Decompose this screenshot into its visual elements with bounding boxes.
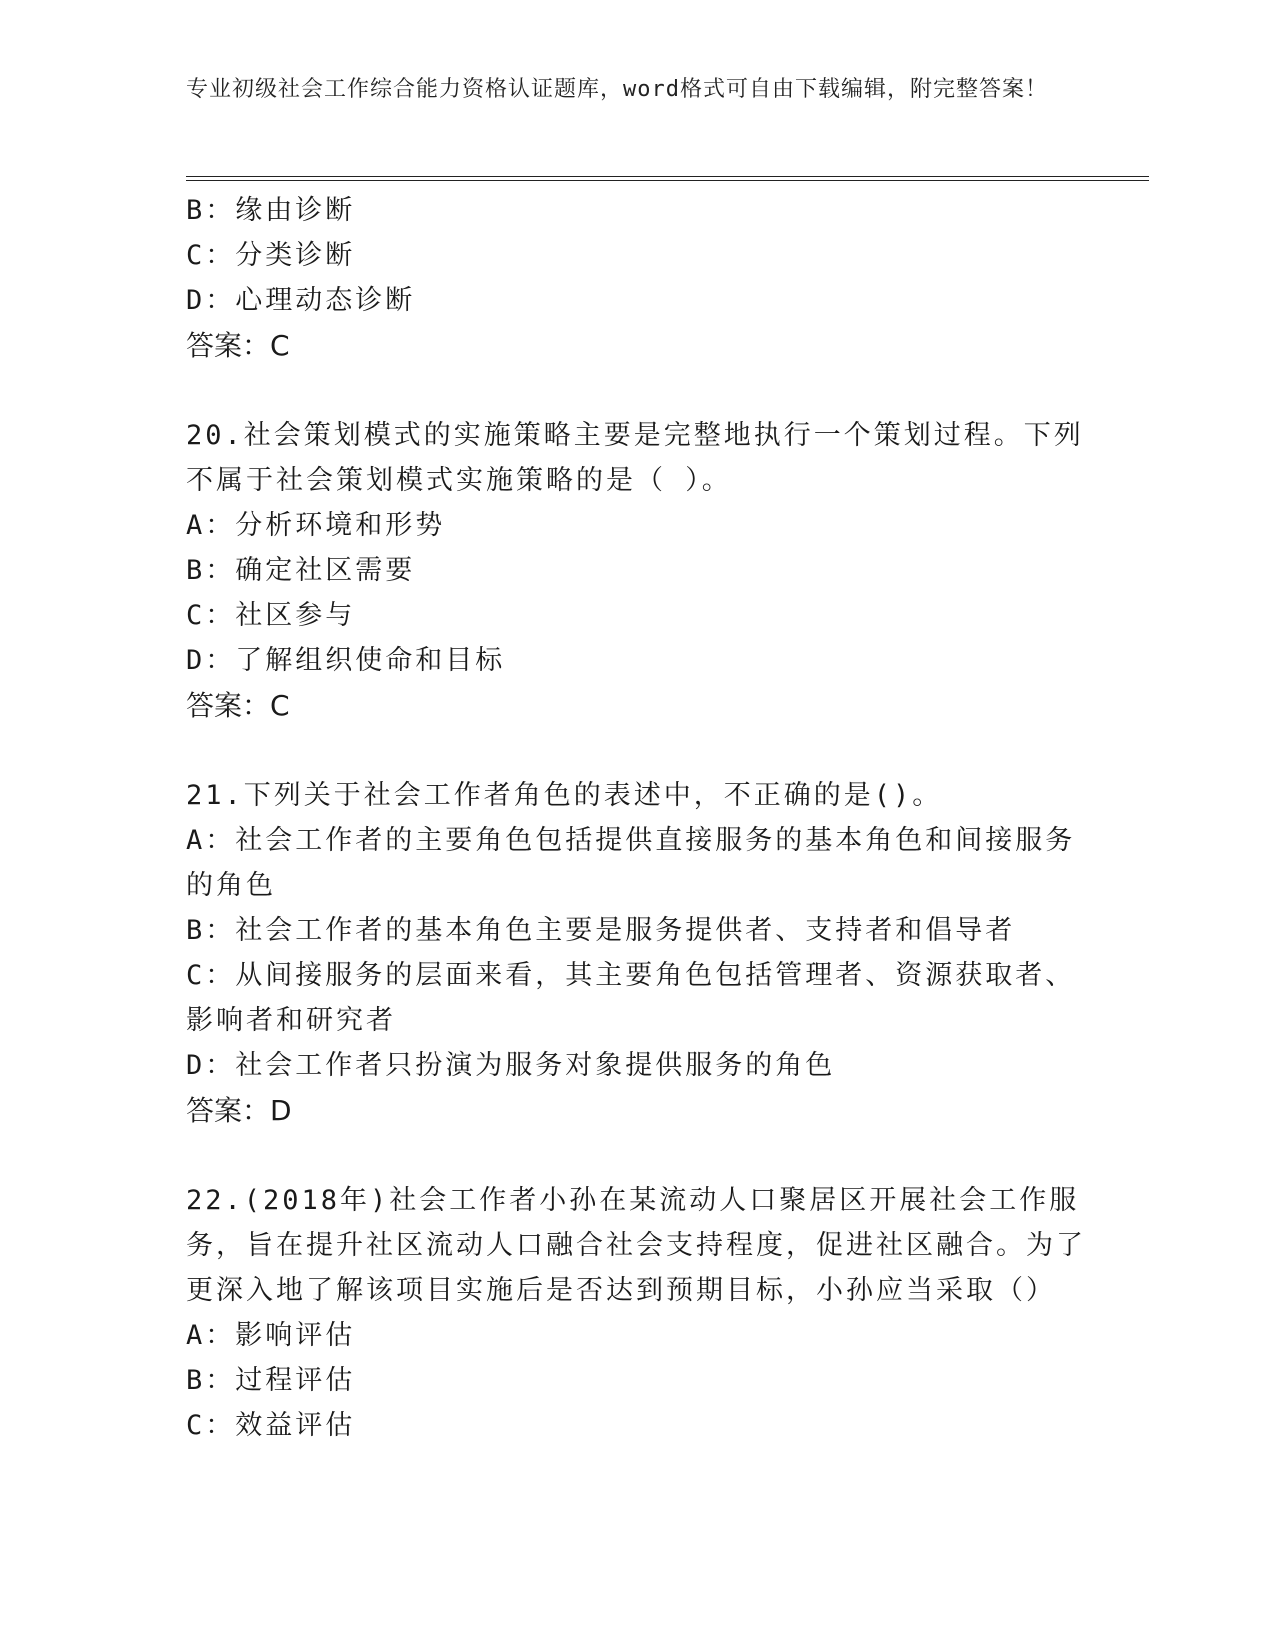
page-header: 专业初级社会工作综合能力资格认证题库，word格式可自由下载编辑，附完整答案！ [186,77,1048,102]
option-b [186,548,1086,593]
option-key: A： [186,510,236,541]
option-key: B： [186,195,236,226]
question-stem: 20.社会策划模式的实施策略主要是完整地执行一个策划过程。下列不属于社会策划模式实施策略的是（ ）。 [186,420,1084,496]
option-key: D： [186,1050,236,1081]
option-text: 缘由诊断 [235,195,356,226]
question-stem: 21.下列关于社会工作者角色的表述中，不正确的是()。 [186,780,943,811]
question-fragment [186,188,1086,368]
option-d [186,1043,1086,1088]
option-key: A： [186,825,236,856]
option-d [186,638,1086,683]
spacer [186,728,1086,773]
option-text: 心理动态诊断 [235,285,416,316]
option-text: 社区参与 [235,600,356,631]
question-stem: 22.(2018年)社会工作者小孙在某流动人口聚居区开展社会工作服务，旨在提升社区流动人口融合社会支持程度，促进社区融合。为了更深入地了解该项目实施后是否达到预期目标，小孙应当采取（） [186,1185,1086,1306]
option-a [186,818,1086,908]
option-text: 社会工作者的基本角色主要是服务提供者、支持者和倡导者 [235,915,1016,946]
option-b [186,188,1086,233]
option-b [186,908,1086,953]
option-text: 了解组织使命和目标 [235,645,506,676]
document-body [186,188,1086,1448]
question-21 [186,773,1086,1133]
option-text: 影响评估 [235,1320,356,1351]
option-key: C： [186,600,236,631]
option-b [186,1358,1086,1403]
option-text: 社会工作者的主要角色包括提供直接服务的基本角色和间接服务的角色 [186,825,1076,901]
question-22 [186,1178,1086,1448]
option-c [186,233,1086,278]
answer-line: 答案：D [186,1094,292,1127]
answer-line: 答案：C [186,329,290,362]
option-key: C： [186,240,236,271]
option-key: B： [186,555,236,586]
option-key: B： [186,1365,236,1396]
spacer [186,368,1086,413]
question-20 [186,413,1086,728]
option-text: 分析环境和形势 [235,510,446,541]
header-double-rule [186,176,1149,181]
option-c [186,953,1086,1043]
option-text: 分类诊断 [235,240,356,271]
spacer [186,1133,1086,1178]
option-a [186,1313,1086,1358]
option-a [186,503,1086,548]
option-key: C： [186,960,236,991]
option-text: 效益评估 [235,1410,356,1441]
option-key: D： [186,645,236,676]
option-text: 确定社区需要 [235,555,416,586]
option-text: 社会工作者只扮演为服务对象提供服务的角色 [235,1050,836,1081]
option-c [186,593,1086,638]
option-key: B： [186,915,236,946]
option-d [186,278,1086,323]
option-key: A： [186,1320,236,1351]
answer-line: 答案：C [186,689,290,722]
option-text: 过程评估 [235,1365,356,1396]
option-c [186,1403,1086,1448]
option-key: D： [186,285,236,316]
option-text: 从间接服务的层面来看，其主要角色包括管理者、资源获取者、影响者和研究者 [186,960,1076,1036]
option-key: C： [186,1410,236,1441]
